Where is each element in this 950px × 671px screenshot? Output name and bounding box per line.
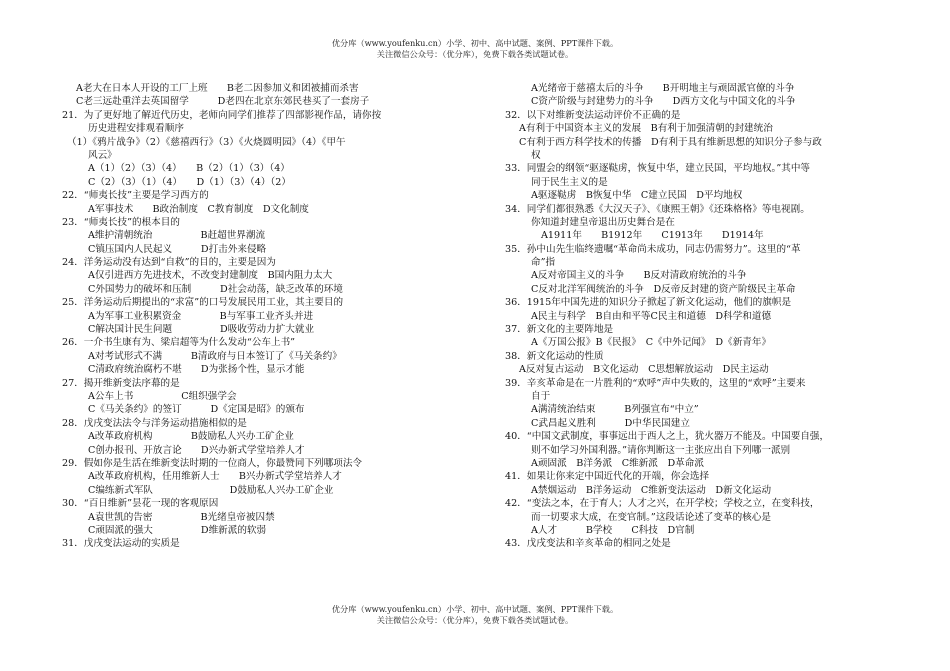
question-line: C武昌起义胜利 D中华民国建立	[531, 417, 690, 429]
header-banner	[0, 38, 950, 60]
left-column	[62, 82, 482, 551]
question-line: 则不如学习外国利器。”请你判断这一主张应出自下列哪一派别	[531, 444, 791, 456]
question-line: C有利于西方科学技术的传播 D有利于具有维新思想的知识分子参与政	[519, 136, 822, 148]
question-line: 43．戊戌变法和辛亥革命的相同之处是	[505, 538, 671, 550]
question-line: C《马关条约》的签订 D《定国是昭》的颁布	[88, 404, 305, 416]
question-line: A为军事工业积累资金 B与军事工业齐头并进	[88, 310, 314, 322]
question-line: A光绪帝于慈禧太后的斗争 B开明地主与顽固派官僚的斗争	[531, 83, 795, 94]
question-line: 37．新文化的主要阵地是	[505, 324, 614, 336]
question-line: C顽固派的强大 D维新派的软弱	[88, 524, 267, 536]
question-line: A民主与科学 B自由和平等C民主和道德 D科学和道德	[531, 310, 772, 322]
question-line: C编练新式军队 D鼓励私人兴办工矿企业	[88, 484, 334, 496]
footer-banner	[0, 604, 950, 626]
question-line: A满清统治结束 B列强宣布“中立”	[531, 404, 699, 416]
question-line: A改革政府机构 B鼓励私人兴办工矿企业	[88, 431, 294, 443]
question-line: A（1）（2）（3）（4） B（2）（1）（3）（4）	[88, 163, 290, 175]
question-line: A公车上书 C组织强学会	[88, 390, 237, 402]
question-line: A军事技术 B政治制度 C教育制度 D文化制度	[88, 203, 309, 215]
footer-banner-line2: 关注微信公众号：（优分库），免费下载各类试题试卷。	[376, 615, 574, 625]
question-line: A驱逐鞑虏 B恢复中华 C建立民国 D平均地权	[531, 190, 743, 202]
question-line: 30．“百日维新”昙花一现的客观原因	[62, 498, 219, 510]
question-line: 31．戊戌变法运动的实质是	[62, 538, 180, 550]
question-line: 22．“师夷长技”主要是学习西方的	[62, 190, 209, 202]
question-line: A顽固派 B洋务派 C维新派 D革命派	[531, 457, 704, 469]
question-line: C解决国计民生问题 D吸收劳动力扩大就业	[88, 324, 315, 336]
question-line: A反对复古运动 B文化运动 C思想解放运动 D民主运动	[519, 364, 769, 376]
question-line: A对考试形式不满 B清政府与日本签订了《马关条约》	[88, 350, 342, 362]
question-line: 权	[531, 149, 541, 161]
question-line: C（2）（3）（1）（4） D（1）（3）（4）（2）	[88, 176, 291, 188]
question-line: 26．一介书生康有为、梁启超等为什么发动“公车上书”	[62, 337, 296, 349]
question-line: 而一切要求大成，在变官制。”这段话论述了变革的核心是	[531, 511, 771, 523]
question-line: 38．新文化运动的性质	[505, 350, 604, 362]
question-line: A人才 B学校 C科技 D官制	[531, 524, 695, 536]
question-line: 24．洋务运动没有达到“自救”的目的，主要是因为	[62, 257, 276, 269]
question-line: C反对北洋军阀统治的斗争 D反帝反封建的资产阶级民主革命	[531, 283, 796, 295]
header-banner-line1: 优分库（www.youfenku.cn）小学、初中、高中试题、案例、PPT课件下载。	[331, 38, 619, 48]
question-line: A改革政府机构，任用维新人士 B兴办新式学堂培养人才	[88, 471, 342, 483]
question-line: 命”指	[531, 257, 556, 269]
question-line: A仅引进西方先进技术，不改变封建制度 B国内阻力太大	[88, 270, 333, 282]
question-line: A禁烟运动 B洋务运动 C维新变法运动 D新文化运动	[531, 484, 772, 496]
footer-banner-line1: 优分库（www.youfenku.cn）小学、初中、高中试题、案例、PPT课件下载。	[331, 604, 619, 614]
question-line: 自于	[531, 390, 551, 402]
question-line: C老三远赴重洋去英国留学 D老四在北京东郊民巷买了一套房子	[76, 96, 370, 108]
question-line: 29．假如你是生活在维新变法时期的一位商人，你最赞同下列哪项法令	[62, 457, 363, 469]
right-column	[505, 82, 925, 551]
question-line: A1911年 B1912年 C1913年 D1914年	[541, 230, 764, 242]
question-line: A反对帝国主义的斗争 B反对清政府统治的斗争	[531, 270, 747, 282]
question-line: 同于民生主义的是	[531, 176, 608, 188]
question-line: A老大在日本人开设的工厂上班 B老二因参加义和团被捕而杀害	[76, 83, 359, 94]
question-line: 36．1915年中国先进的知识分子掀起了新文化运动，他们的旗帜是	[505, 297, 792, 309]
question-line: C清政府统治腐朽不堪 D为张扬个性，显示才能	[88, 364, 305, 376]
question-line: （1）《鸦片战争》（2）《慈禧西行》（3）《火烧圆明园》（4）《甲午	[67, 136, 346, 148]
question-line: A《万国公报》B《民报》 C《中外记闻》 D《新青年》	[531, 337, 772, 349]
question-line: A有利于中国资本主义的发展 B有利于加强清朝的封建统治	[519, 123, 773, 135]
question-line: 28．戊戌变法法令与洋务运动措施相似的是	[62, 417, 247, 429]
question-line: 35．孙中山先生临终遗嘱“革命尚未成功，同志仍需努力”。这里的“革	[505, 243, 801, 255]
header-banner-line2: 关注微信公众号：（优分库），免费下载各类试题试卷。	[376, 49, 574, 59]
question-line: 历史进程安排观看顺序	[88, 123, 184, 135]
question-line: 40．“中国文武制度，事事远出于西人之上，犹火器万不能及。中国要自强，	[505, 431, 830, 443]
question-line: 32．以下对维新变法运动评价不正确的是	[505, 109, 681, 121]
question-line: 34．同学们都很熟悉《大汉天子》、《康熙王朝》《还珠格格》等电视剧。	[505, 203, 810, 215]
question-line: 风云》	[88, 149, 117, 161]
question-line: C镇压国内人民起义 D打击外来侵略	[88, 243, 267, 255]
question-line: 21．为了更好地了解近代历史，老师向同学们推荐了四部影视作品，请你按	[62, 109, 382, 121]
question-line: 你知道封建皇帝退出历史舞台是在	[531, 216, 675, 228]
question-line: 39．辛亥革命是在一片胜利的“欢呼”声中失败的，这里的“欢呼”主要来	[505, 377, 806, 389]
question-line: C创办报刊、开放言论 D兴办新式学堂培养人才	[88, 444, 305, 456]
question-line: 41．如果让你来定中国近代化的开端，你会选择	[505, 471, 710, 483]
question-line: 25．洋务运动后期提出的“求富”的口号发展民用工业，其主要目的	[62, 297, 344, 309]
question-line: A维护清朝统治 B赶超世界潮流	[88, 230, 266, 242]
question-line: 42．“变法之本，在于育人；人才之兴，在开学校；学校之立，在变科技，	[505, 498, 820, 510]
question-line: 33．同盟会的纲领“驱逐鞑虏，恢复中华，建立民国，平均地权。”其中等	[505, 163, 811, 175]
question-line: C外国势力的破坏和压制 D社会动荡，缺乏改革的环境	[88, 283, 343, 295]
question-line: 23．“师夷长技”的根本目的	[62, 216, 180, 228]
question-line: A袁世凯的告密 B光绪皇帝被囚禁	[88, 511, 275, 523]
question-line: C资产阶级与封建势力的斗争 D西方文化与中国文化的斗争	[531, 96, 796, 108]
question-line: 27．揭开维新变法序幕的是	[62, 377, 180, 389]
